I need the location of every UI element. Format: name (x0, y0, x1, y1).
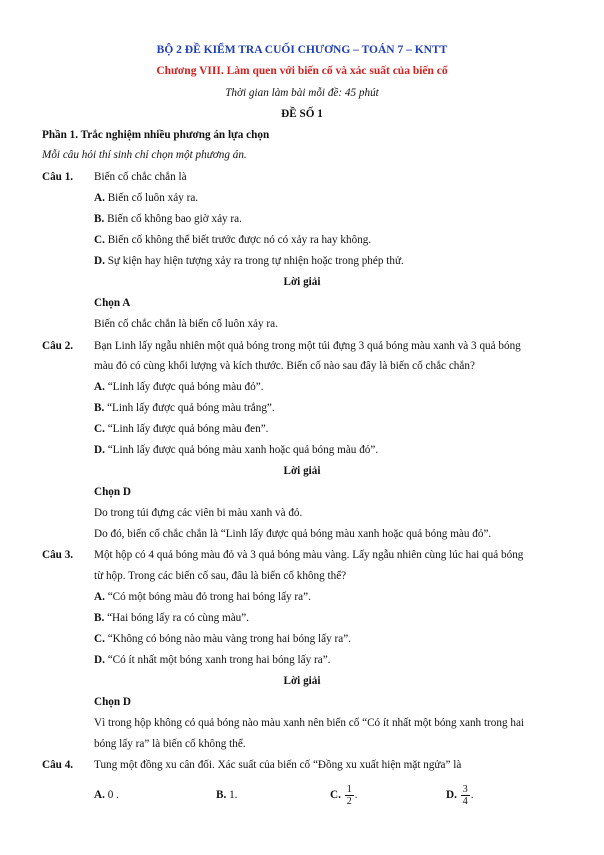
option-a (94, 788, 119, 802)
solution-heading: Lời giải (283, 465, 321, 477)
explanation-line: Vì trong hộp không có quả bóng nào màu xanh nên biến cố “Có ít nhất một bóng xanh trong hai (94, 717, 525, 729)
option-letter: C. (94, 423, 105, 435)
option-text: “Linh lấy được quả bóng màu xanh hoặc quả bóng màu đỏ”. (104, 444, 379, 456)
option-letter: D. (94, 444, 105, 456)
option-text: “Linh lấy được quả bóng màu đỏ”. (104, 381, 264, 393)
option-text: “Có ít nhất một bóng xanh trong hai bóng lấy ra”. (104, 654, 331, 666)
explanation-line: Do đó, biến cố chắc chắn là “Linh lấy được quả bóng màu xanh hoặc quả bóng màu đỏ”. (94, 528, 492, 540)
question-text: Bạn Linh lấy ngẫu nhiên một quả bóng trong một túi đựng 3 quả bóng màu xanh và 3 quả bóng (94, 340, 521, 352)
option-d (94, 443, 378, 457)
option-b (94, 212, 242, 226)
explanation-line: Do trong túi đựng các viên bi màu xanh và đỏ. (94, 507, 303, 519)
option-text: Biến cố không bao giờ xảy ra. (104, 213, 242, 225)
part-instruction: Mỗi câu hỏi thí sinh chỉ chọn một phương án. (42, 149, 247, 161)
fraction (461, 784, 470, 807)
option-letter: D. (94, 654, 105, 666)
question-number: Câu 4. (42, 759, 74, 771)
fraction-denominator: 2 (346, 795, 352, 807)
option-letter: C. (94, 633, 105, 645)
option-value: 0 (107, 789, 114, 801)
chapter-title: Chương VIII. Làm quen với biến cố và xác suất của biến cố (156, 65, 448, 77)
answer-choice: Chọn D (94, 696, 131, 708)
question-text: từ hộp. Trong các biến cố sau, đâu là biến cố không thể? (94, 570, 347, 582)
option-c (94, 632, 351, 646)
option-text: “Linh lấy được quả bóng màu trắng”. (104, 402, 275, 414)
option-letter: B. (94, 402, 105, 414)
option-a (94, 590, 311, 604)
option-dot: . (470, 789, 474, 801)
option-letter: B. (216, 789, 227, 801)
fraction (345, 784, 354, 807)
explanation-line: Biến cố chắc chắn là biến cố luôn xảy ra. (94, 318, 278, 330)
option-text: “Linh lấy được quả bóng màu đen”. (104, 423, 269, 435)
question-text: màu đỏ có cùng khối lượng và kích thước. Biến cố nào sau đây là biến cố chắc chắn? (94, 360, 475, 372)
option-c (94, 233, 371, 247)
time-limit: Thời gian làm bài mỗi đề: 45 phút (225, 87, 379, 99)
option-text: Biến cố không thể biết trước được nó có xảy ra hay không. (104, 234, 372, 246)
question-text: Tung một đồng xu cân đối. Xác suất của biến cố “Đồng xu xuất hiện mặt ngửa” là (94, 759, 462, 771)
option-dot: . (116, 789, 119, 801)
part-heading: Phần 1. Trắc nghiệm nhiều phương án lựa chọn (42, 129, 270, 141)
option-a (94, 380, 264, 394)
fraction-denominator: 4 (462, 795, 468, 807)
question-text: Một hộp có 4 quả bóng màu đỏ và 3 quả bóng màu vàng. Lấy ngẫu nhiên cùng lúc hai quả bóng (94, 549, 524, 561)
option-value: 1 (229, 789, 235, 801)
option-letter: D. (446, 789, 457, 801)
question-text: Biến cố chắc chắn là (94, 171, 187, 183)
option-c (94, 422, 268, 436)
question-number: Câu 3. (42, 549, 74, 561)
option-letter: A. (94, 381, 105, 393)
option-letter: B. (94, 213, 105, 225)
option-d (94, 254, 404, 268)
answer-choice: Chọn D (94, 486, 131, 498)
option-dot: . (354, 789, 358, 801)
option-letter: B. (94, 612, 105, 624)
answer-choice: Chọn A (94, 297, 131, 309)
option-b (94, 401, 275, 415)
option-text: Biến cố luôn xảy ra. (104, 192, 199, 204)
option-letter: A. (94, 192, 105, 204)
option-letter: C. (330, 789, 341, 801)
fraction-numerator: 3 (462, 783, 468, 795)
option-text: Sự kiện hay hiện tượng xảy ra trong tự nhiện hoặc trong phép thử. (104, 255, 404, 267)
question-number: Câu 2. (42, 340, 74, 352)
option-b (94, 611, 249, 625)
option-a (94, 191, 198, 205)
option-letter: A. (94, 789, 105, 801)
fraction-numerator: 1 (346, 783, 352, 795)
option-b (216, 788, 237, 802)
document-title: BỘ 2 ĐỀ KIỂM TRA CUỐI CHƯƠNG – TOÁN 7 – KNTT (156, 44, 448, 56)
option-c (330, 781, 357, 809)
option-d (446, 781, 473, 809)
exam-number: ĐỀ SỐ 1 (281, 108, 323, 120)
solution-heading: Lời giải (283, 675, 321, 687)
option-letter: A. (94, 591, 105, 603)
solution-heading: Lời giải (283, 276, 321, 288)
option-d (94, 653, 330, 667)
option-text: “Có một bóng màu đỏ trong hai bóng lấy ra”. (104, 591, 311, 603)
option-text: “Hai bóng lấy ra có cùng màu”. (104, 612, 250, 624)
option-dot: . (234, 789, 238, 801)
question-number: Câu 1. (42, 171, 74, 183)
option-letter: D. (94, 255, 105, 267)
explanation-line: bóng lấy ra” là biến cố không thể. (94, 738, 246, 750)
option-letter: C. (94, 234, 105, 246)
option-text: “Không có bóng nào màu vàng trong hai bóng lấy ra”. (104, 633, 351, 645)
